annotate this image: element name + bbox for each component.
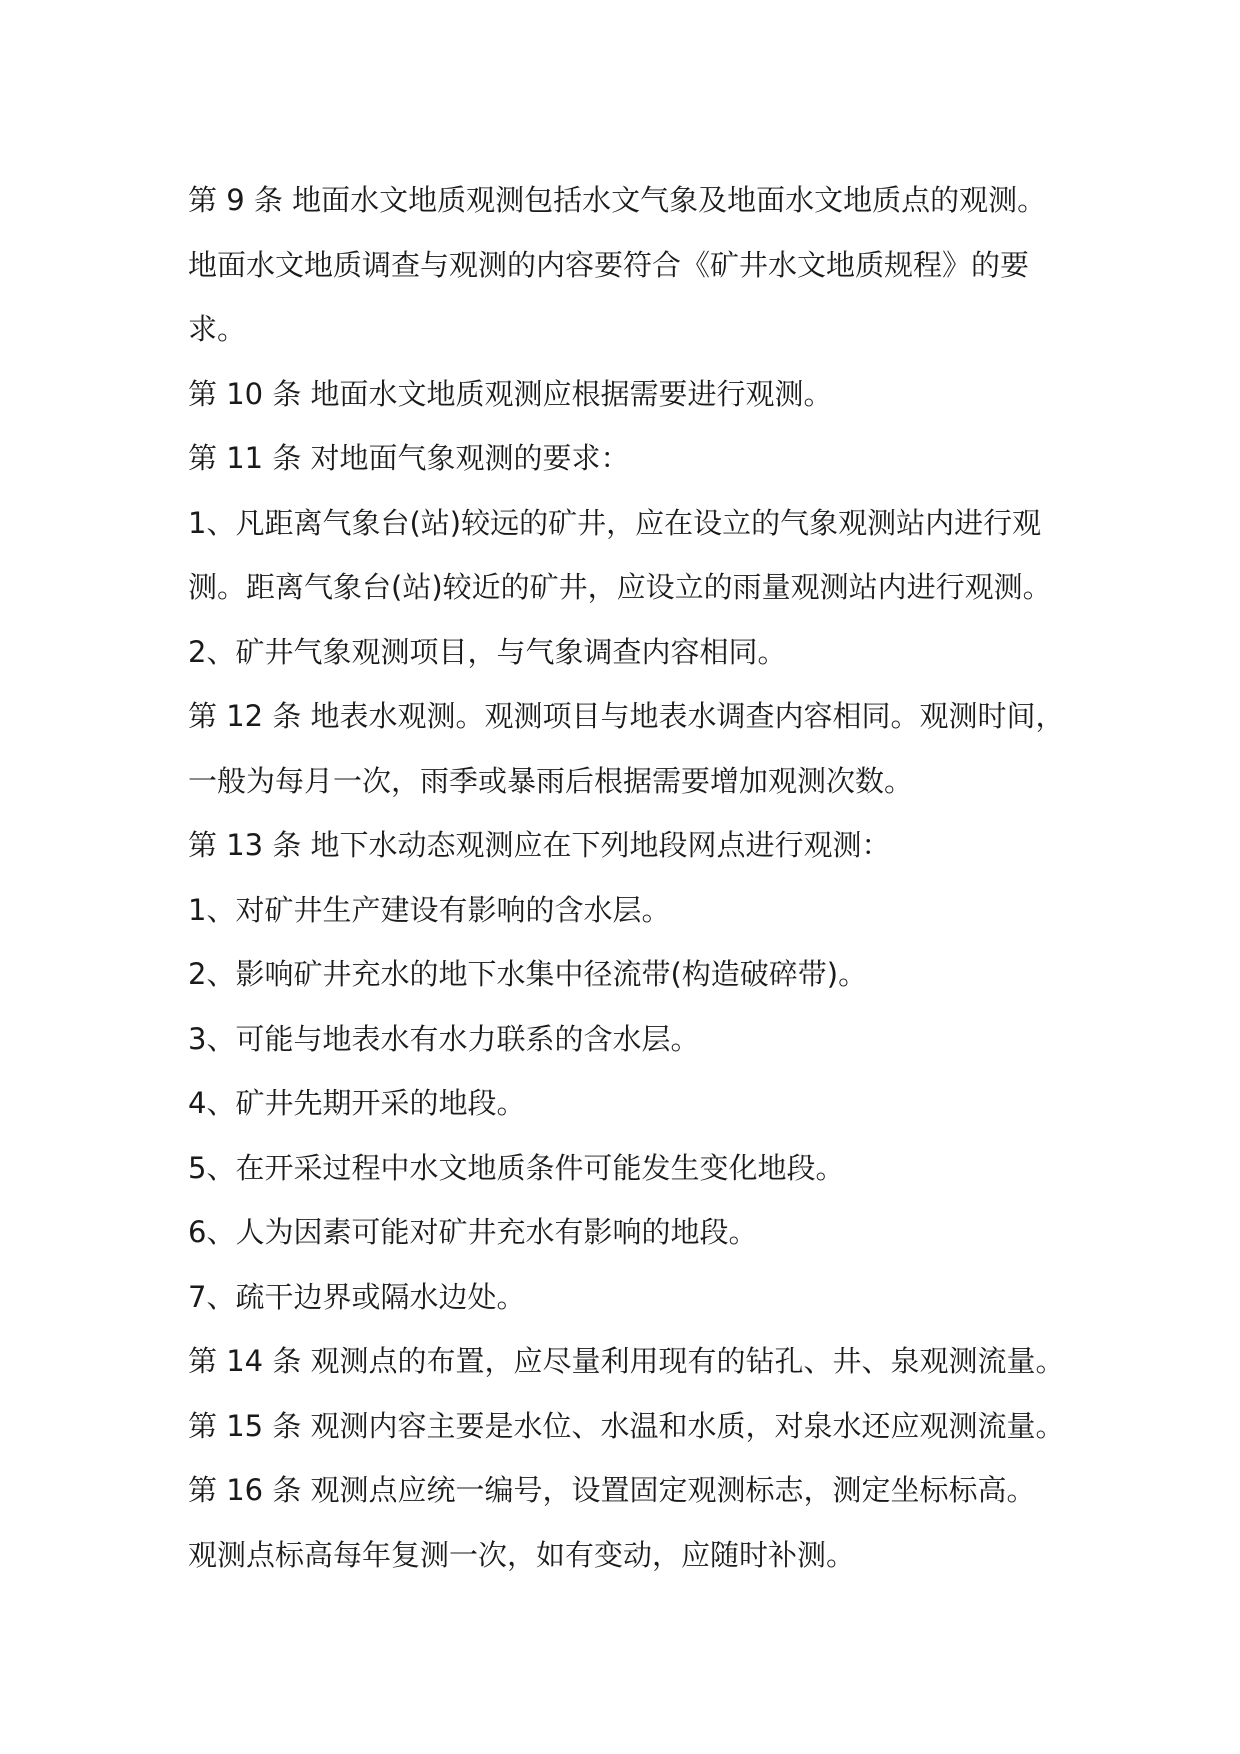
text-line: 第 10 条 地面水文地质观测应根据需要进行观测。	[188, 376, 833, 411]
text-line: 1、对矿井生产建设有影响的含水层。	[188, 892, 671, 927]
text-line: 7、疏干边界或隔水边处。	[188, 1279, 526, 1314]
text-line: 测。距离气象台(站)较近的矿井，应设立的雨量观测站内进行观测。	[188, 570, 1052, 604]
text-line: 第 11 条 对地面气象观测的要求：	[188, 441, 630, 475]
text-line: 第 15 条 观测内容主要是水位、水温和水质，对泉水还应观测流量。	[188, 1408, 1065, 1443]
text-line: 地面水文地质调查与观测的内容要符合《矿井水文地质规程》的要	[188, 247, 1030, 282]
text-line: 2、矿井气象观测项目，与气象调查内容相同。	[188, 634, 787, 669]
text-line: 1、凡距离气象台(站)较远的矿井，应在设立的气象观测站内进行观	[188, 505, 1042, 540]
text-line: 第 16 条 观测点应统一编号，设置固定观测标志，测定坐标标高。	[188, 1473, 1036, 1507]
text-line: 第 14 条 观测点的布置，应尽量利用现有的钻孔、井、泉观测流量。	[188, 1344, 1065, 1378]
text-line: 6、人为因素可能对矿井充水有影响的地段。	[188, 1215, 758, 1249]
text-line: 第 9 条 地面水文地质观测包括水文气象及地面水文地质点的观测。	[188, 183, 1047, 217]
text-line: 3、可能与地表水有水力联系的含水层。	[188, 1021, 700, 1056]
text-line: 4、矿井先期开采的地段。	[188, 1086, 526, 1120]
text-line: 求。	[188, 312, 247, 346]
text-line: 观测点标高每年复测一次，如有变动，应随时补测。	[188, 1537, 856, 1572]
text-line: 5、在开采过程中水文地质条件可能发生变化地段。	[188, 1150, 845, 1185]
text-line: 第 13 条 地下水动态观测应在下列地段网点进行观测：	[188, 828, 891, 862]
text-line: 一般为每月一次，雨季或暴雨后根据需要增加观测次数。	[188, 763, 914, 798]
document-body	[188, 168, 1088, 1587]
text-line: 第 12 条 地表水观测。观测项目与地表水调查内容相同。观测时间，	[188, 699, 1065, 733]
text-line: 2、影响矿井充水的地下水集中径流带(构造破碎带)。	[188, 957, 868, 991]
